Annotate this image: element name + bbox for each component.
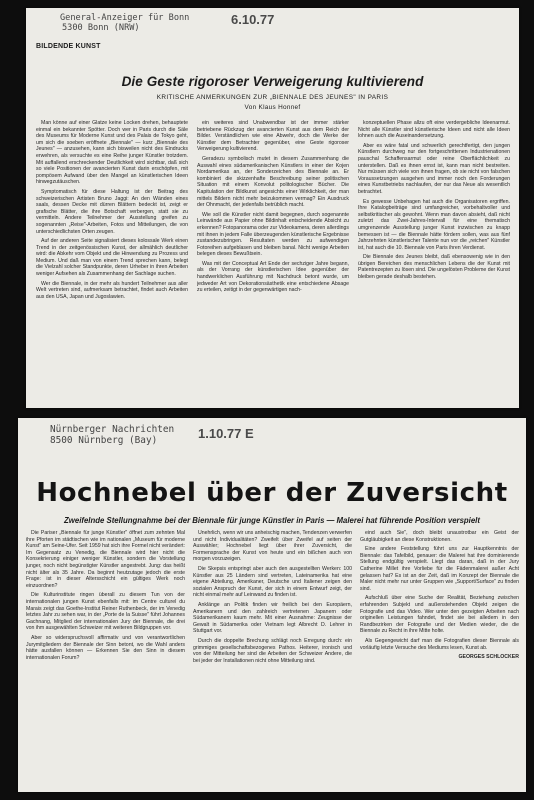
paragraph: Auf der anderen Seite signalisiert dieses kolossale Werk einen Trend in der zeitgenössischen Kunst, der allmählich deutlicher wird: die Abkehr vom Objekt und die Hinwendung zu Prozess und Medium. Und daß man von einem Trend sprechen kann, belegt die Vielzahl solcher Standpunkte, deren Urheber in ihren Arbeiten weniger Aufsehen als Zusammenhang der Sachlage suchen. bbox=[36, 238, 188, 278]
text-column bbox=[193, 530, 352, 788]
paragraph: Eine andere Feststellung führt uns zur Hauptkenntnis der Biennale: das Tafelbild, genauer: die Malerei hat ihre dominierende Stellung endgültig verspielt. Liegt das daran, daß in der Jury Catherine Millet ihre Vorliebe für die Fädenmalerei außer Acht gelassen hat? Es ist an der Zeit, daß im Konzept der Biennale die Maler nicht mehr nur unter Gruppen wie „Support/Surface" zu finden sind. bbox=[360, 546, 519, 592]
source-stamp-line1: Nürnberger Nachrichten bbox=[50, 424, 175, 435]
newspaper-clipping-general-anzeiger bbox=[26, 8, 519, 408]
author-signature: GEORGES SCHLOCKER bbox=[458, 654, 519, 661]
paragraph: Man könne auf einer Glatze keine Locken drehen, behauptete einmal ein bekannter Spötter. Doch wer in Paris durch die Säle des Museums für Moderne Kunst und des Palais de Tokyo geht, um sich die soeben eröffnete „Biennale" — kurz „Biennale des Jeunes" — anzusehen, kann sich bisweilen nicht des Eindrucks erwehren, als versuchte es eine Reihe junger Künstler trotzdem. Mit auffallend erschreckender Deutlichkeit wird sichtbar, daß sich so viele Positionen der avancierten Kunst darin erschöpfen, mit pompösem Aufwand über den Mangel an künstlerischen Ideen hinwegzutäuschen. bbox=[36, 120, 188, 186]
article-body bbox=[36, 120, 511, 404]
handwritten-date: 1.10.77 E bbox=[198, 426, 254, 441]
section-label: BILDENDE KUNST bbox=[36, 43, 101, 50]
article-subheadline: Zweifelnde Stellungnahme bei der Biennale für junge Künstler in Paris — Malerei hat führende Position verspielt bbox=[64, 516, 480, 525]
paragraph: Wer die Biennale, in der mehr als hundert Teilnehmer aus aller Welt vertreten sind, aufmerksam betrachtet, findet auch Arbeiten aus den USA, Japan und Jugoslawien. bbox=[36, 280, 188, 300]
paragraph: Symptomatisch für diese Haltung ist der Beitrag des schweizerischen Artisten Bruno Jaggi: An den Wänden eines saals, dessen Decke mit dürren Blättern bedeckt ist, zeigt er grafische Blätter, die ihre Botschaft verbergen, statt sie zu vermitteln. Andere Teilnehmer der Ausstellung greifen zu sogenannten „Reise"-Arbeiten, Fotos und Mitteilungen, die von unterschiedlichsten Orten zeugen. bbox=[36, 188, 188, 235]
text-column bbox=[197, 120, 349, 404]
paragraph: Aufschluß über eine Suche der Realität, Beziehung zwischen erfahrenden Subjekt und außenstehenden Objekt zeigen die Fotografie und das Video. Wer unter den gezeigten Arbeiten nach originellen Leistungen fahndet, findet sie bei alledem in den Randbezirken der Fotografie und der Medien wieder, die die Biennale zu Recht in ihre Mitte holte. bbox=[360, 595, 519, 635]
paragraph: Unehrlich, wenn wir uns anheischig machen, Tendenzen verwerfen und nicht Individualitäten? Zweifelt über Zweifel auf seiten der Auswähler; Hochnebel liegt über ihrer Zuversicht, die Formensprache der Kunst von heute und ein bißchen auch von morgen vorzuzeigen. bbox=[193, 530, 352, 563]
article-headline: Hochnebel über der Zuversicht bbox=[36, 478, 508, 508]
paragraph: Die Kulturinstitute ringen überall zu diesem Tun von der internationalen jungen Kunst ebenfalls mit: im Centre culturel du Marais zeigt das Goethe-Institut Reiner Ruthenbeck, der im Venedig letztes Jahr zu sehen war, in der „Porte de la Suisse" führt Johannes Gachnang, Mitglied der internationalen Jury der Biennale, die drei von ihm ausgewählten Schweizer mit weiteren Bildgruppen vor. bbox=[26, 592, 185, 632]
newspaper-clipping-nuernberger-nachrichten bbox=[18, 418, 526, 792]
article-subheadline: KRITISCHE ANMERKUNGEN ZUR „BIENNALE DES JEUNES" IN PARIS bbox=[156, 94, 389, 101]
article-body bbox=[26, 530, 520, 788]
paragraph: Geradezu symbolisch mutet in diesem Zusammenhang die Auswahl eines südamerikanischen Künstlers in einer der Kojen Nordamerikas an, der Sonderzeichen des Biennale an. Er kombiniert die skizzenhafte Beschreibung seiner politischen Situation mit einem Konvolut politologischer Bücher. Die Kapitulation der Bildkunst angesichts einer Wirklichkeit, der man mittels Bildern nicht mehr beizukommen vermag? Ein Ausdruck der Ohnmacht, der jedenfalls betrüblich macht. bbox=[197, 155, 349, 209]
paragraph: Es gewesse Unbehagen hat auch die Organisatoren ergriffen. Ihre Katalogbeiträge sind umfangreicher, vorbehaltvoller und selbstkritischer als gewohnt. Wenn man davon absieht, daß nicht zuletzt das Zwei-Jahres-Intervall für eine thematisch umgrenzende Ausstellung junger Kunst inzwischen zu knapp bemessen ist — die Biennale hätte fördern sollen, was aus fünf Jahrzehnten künstlerischer Talente nun vor die „reichen" Künstler ist, hat auch die 10. Biennale von Paris ihren Verdienst. bbox=[358, 198, 510, 251]
paragraph: Durch die doppelte Brechung schlägt noch Erregung durch: ein grimmiges gesellschaftsbezogenes Pathos. Heiterer, ironisch und von der Mitteilung her sind die Arbeiten der Schweizer Andere, die bei jeder der Installationen nicht ohne Mitteilung sind. bbox=[193, 637, 352, 664]
paragraph: Wie soll die Künstler nicht damit begegnen, durch sogenannte Leinwände aus Papier ohne Bildinhalt entscheidende Absicht zu erkennen? Fotopanorama oder zur Videokamera, deren allerdings mit ihnen in jedem Falle überzeugenden künstlerische Ergebnisse zustandezubringen. Resultaten werden zu aufwendigen Fotoreihen aufgeblasen und bleiben banal. Nicht wenige Arbeiten belegen dieses Bewußtsein. bbox=[197, 211, 349, 258]
source-stamp-line2: 8500 Nürnberg (Bay) bbox=[50, 435, 158, 446]
paragraph: Aber so widerspruchsvoll affirmativ und von verantwortlichen Jurymitgliedern der Biennale der Sinn betont, wo die Wahl anders hätte ausfallen können — Erkennen Sie den Sinn in diesem internationalen Forum? bbox=[26, 634, 185, 661]
paragraph: Die Biennale des Jeunes bleibt, daß ebensowenig wie in den übrigen Bereichen des menschlichen Lebens die der Kunst mit Patentrezepten zu lösen sind. Die ungelösten Probleme der Kunst bleiben gerade deshalb bestehen. bbox=[358, 254, 510, 281]
text-column bbox=[26, 530, 185, 788]
article-headline: Die Geste rigoroser Verweigerung kultivierend bbox=[121, 74, 424, 89]
text-column bbox=[360, 530, 519, 788]
paragraph: Als Gegengewicht darf man die Fotografien dieser Biennale als vorläufig letzte Versuche des Mediums lesen, Kunst ab. bbox=[360, 637, 519, 651]
paragraph: Die Skepsis entspringt aber auch den ausgestellten Werken: 100 Künstler aus 25 Ländern sind vertreten, Lateinamerika hat eine eigene Abteilung, Amerikaner, Deutsche und Italiener zeigen den sozialen Anspruch der Kunst, der sich in einem Entwurf zeigt, der nicht einmal mehr auf Leinwand zu finden ist. bbox=[193, 565, 352, 599]
paragraph: konzeptuellen Phase allzu oft eine verdergebliche Ideenarmut. Nicht alle Künstler sind künstlerische Ideen und nicht alle Ideen lohnen auch die Auseinandersetzung. bbox=[358, 120, 510, 140]
source-stamp bbox=[50, 424, 174, 446]
source-stamp-line2: 5300 Bonn (NRW) bbox=[62, 23, 140, 33]
paragraph: eind auch Sie", doch bleibt unaustrotbar ein Geist der Gutgläubigkeit an diese Konstruktionen. bbox=[360, 530, 519, 543]
paragraph: ein weiteres sind Unabwendbar ist der immer stärker betriebene Rückzug der avancierten Kunst aus dem Reich der Bilder. Verständlichen wie eine Abwehr, doch die Werke der Künstler dem Betrachter gegenüber, eine Geste rigoroser Verweigerung kultivierend. bbox=[197, 120, 349, 153]
article-byline: Von Klaus Honnef bbox=[244, 104, 301, 111]
text-column bbox=[36, 120, 188, 404]
paragraph: Die Pariser „Biennale für junge Künstler" öffnet zum zehnten Mal ihre Pforten im städtischen wie im nationalen „Museum für moderne Kunst" am Seine-Ufer. Seit 1959 hat sich ihre Formel nicht verändert: Im Gegensatz zu Venedig, die Biennale wird hier nicht die Konsekrierung einiger weniger Künstler, sondern die Vorstellung junger, noch nicht begünstigter Künstler angestrebt. Jung: das heißt nicht älter als 35 Jahre. Da beginnt heutzutage jedoch die erste Frage: ist in dieser Altersschicht ein gültiges Werk noch einzuordnen? bbox=[26, 530, 185, 589]
source-stamp-line1: General-Anzeiger für Bonn bbox=[60, 13, 190, 23]
source-stamp bbox=[60, 13, 189, 33]
paragraph: Anklänge an Politik finden wir freilich bei den Europäern, Amerikanern und den zahlreich vertretenen Japanern oder Südamerikanern kaum mehr. Mit einer Ausnahme: Zeugnisse der Gewalt in Südamerika oder Vietnam legt Albrecht D. Lehrer in Stuttgart vor. bbox=[193, 601, 352, 635]
paragraph: Aber es wäre fatal und schwerlich gerechtfertigt, den jungen Künstlern durchweg nur den fortgeschrittenen Industrienationen pauschal Schaffensarmut oder reine Oberflächlichkeit zu unterstellen. Daß es ihnen ernst ist, kann man nicht bestreiten. Nur müssen sich viele von ihnen fragen, ob sie nicht von falschen Voraussetzungen ausgehen und immer noch den Forderungen eines Kunstbetriebs nachlaufen, der nur das Neue als wesentlich betrachtet. bbox=[358, 142, 510, 195]
paragraph: Was mit der Conceptual Art Ende der sechziger Jahre begann, als der Vorrang der künstlerischen Idee gegenüber der handwerklichen Ausführung mit Nachdruck betont wurde, um jedweder Art von Dekorationsästhetik eine entschiedene Absage zu erteilen, zeitigt in der gegenwärtigen nach- bbox=[197, 260, 349, 294]
text-column bbox=[358, 120, 510, 404]
handwritten-date: 6.10.77 bbox=[231, 12, 275, 27]
